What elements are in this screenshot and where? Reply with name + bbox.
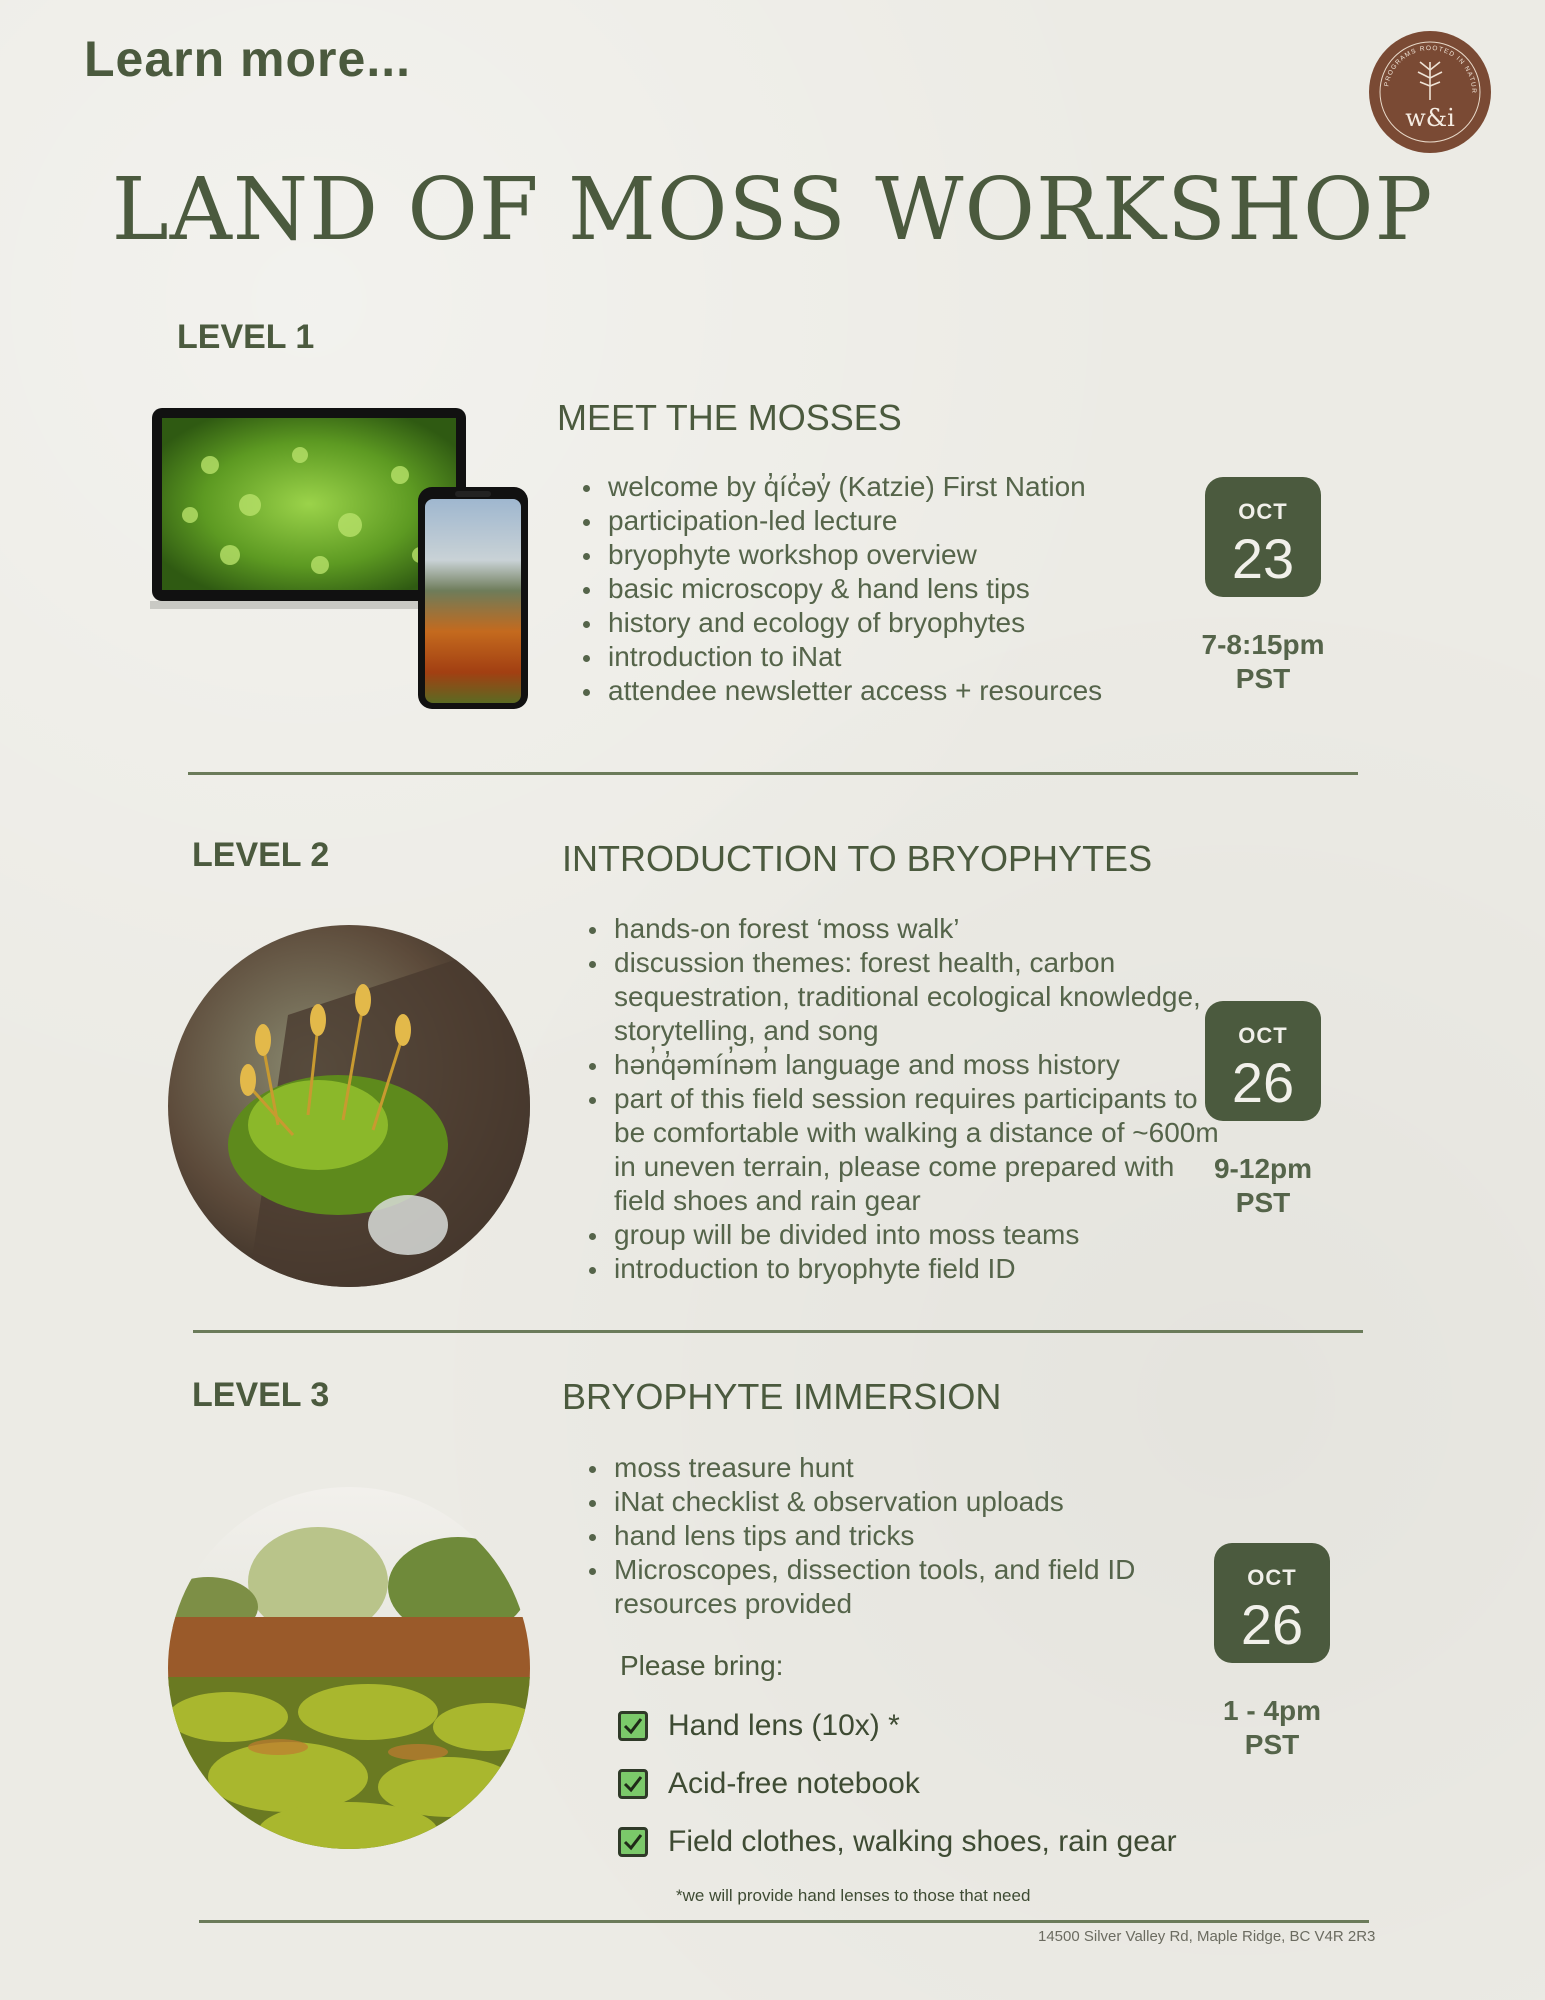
- list-item: • part of this field session requires participants to be comfortable with walking a distance of ~600m in uneven terrain, please come prepared with field shoes and rain gear: [610, 1082, 1220, 1218]
- list-item: • hən̓q̓əmín̓əm̓ language and moss history: [610, 1048, 1220, 1082]
- moss-landscape-photo: [168, 1487, 530, 1849]
- level-2-label: LEVEL 2: [192, 836, 330, 874]
- list-item: • discussion themes: forest health, carbon sequestration, traditional ecological knowledge, storytelling, and song: [610, 946, 1220, 1048]
- divider: [199, 1920, 1369, 1923]
- level-2-title: INTRODUCTION TO BRYOPHYTES: [562, 838, 1153, 879]
- level-3-bullet-list: [566, 1451, 1220, 1621]
- bring-item-label: Field clothes, walking shoes, rain gear: [668, 1825, 1177, 1858]
- date-month: OCT: [1238, 1023, 1288, 1048]
- checkbox-checked-icon[interactable]: [618, 1711, 648, 1741]
- level-3-date-badge: [1214, 1543, 1330, 1663]
- level-2-bullet-list: [566, 912, 1220, 1286]
- divider: [188, 772, 1358, 775]
- moss-sporophyte-photo: [168, 925, 530, 1287]
- bring-item-label: Acid-free notebook: [668, 1767, 920, 1800]
- device-moss-image: [150, 405, 530, 711]
- time-zone: PST: [1244, 1729, 1300, 1760]
- list-item: • participation-led lecture: [604, 504, 1224, 538]
- phone-screen: [425, 499, 521, 703]
- level-1-time: [1178, 628, 1348, 696]
- time-range: 7-8:15pm: [1201, 629, 1325, 660]
- list-item: • introduction to bryophyte field ID: [610, 1252, 1220, 1286]
- please-bring-heading: Please bring:: [620, 1650, 784, 1681]
- bring-item[interactable]: [618, 1825, 1177, 1859]
- wi-logo[interactable]: [1368, 30, 1492, 154]
- time-zone: PST: [1235, 663, 1291, 694]
- bring-item[interactable]: [618, 1709, 900, 1743]
- list-item: • Microscopes, dissection tools, and field ID resources provided: [610, 1553, 1220, 1621]
- level-2-date-badge: [1205, 1001, 1321, 1121]
- list-item: • hand lens tips and tricks: [610, 1519, 1220, 1553]
- list-item: • welcome by q̓íc̓əy̓ (Katzie) First Nation: [604, 470, 1224, 504]
- footnote: *we will provide hand lenses to those that need: [676, 1886, 1031, 1905]
- date-day: 26: [1240, 1593, 1304, 1656]
- level-3-title: BRYOPHYTE IMMERSION: [562, 1376, 1002, 1417]
- laptop-screen: [162, 418, 456, 590]
- time-range: 1 - 4pm: [1222, 1695, 1322, 1726]
- list-item: • bryophyte workshop overview: [604, 538, 1224, 572]
- logo-graphic: [1368, 30, 1492, 154]
- page-title: LAND OF MOSS WORKSHOP: [111, 160, 1434, 260]
- learn-more-heading: Learn more...: [84, 31, 411, 87]
- list-item: • moss treasure hunt: [610, 1451, 1220, 1485]
- date-day: 26: [1231, 1051, 1295, 1114]
- checkbox-checked-icon[interactable]: [618, 1827, 648, 1857]
- list-item: • iNat checklist & observation uploads: [610, 1485, 1220, 1519]
- bring-item-label: Hand lens (10x) *: [668, 1709, 900, 1742]
- level-1-label: LEVEL 1: [177, 318, 315, 356]
- level-1-bullet-list: [560, 470, 1224, 708]
- level-3-label: LEVEL 3: [192, 1376, 330, 1414]
- divider: [193, 1330, 1363, 1333]
- footer-address: 14500 Silver Valley Rd, Maple Ridge, BC V4R 2R3: [1038, 1928, 1376, 1945]
- logo-ring-text: PROGRAMS ROOTED IN NATUR: [1383, 44, 1478, 95]
- date-month: OCT: [1247, 1565, 1297, 1590]
- bring-item[interactable]: [618, 1767, 920, 1801]
- list-item: • introduction to iNat: [604, 640, 1224, 674]
- list-item: • history and ecology of bryophytes: [604, 606, 1224, 640]
- level-1-title: MEET THE MOSSES: [557, 397, 902, 438]
- level-1-date-badge: [1205, 477, 1321, 597]
- checkbox-checked-icon[interactable]: [618, 1769, 648, 1799]
- list-item: • attendee newsletter access + resources: [604, 674, 1224, 708]
- level-3-time: [1187, 1694, 1357, 1762]
- time-range: 9-12pm: [1213, 1153, 1313, 1184]
- list-item: • basic microscopy & hand lens tips: [604, 572, 1224, 606]
- list-item: • hands-on forest ‘moss walk’: [610, 912, 1220, 946]
- list-item: • group will be divided into moss teams: [610, 1218, 1220, 1252]
- level-2-time: [1178, 1152, 1348, 1220]
- logo-text: w&i: [1405, 104, 1455, 132]
- date-day: 23: [1231, 527, 1295, 590]
- time-zone: PST: [1235, 1187, 1291, 1218]
- date-month: OCT: [1238, 499, 1288, 524]
